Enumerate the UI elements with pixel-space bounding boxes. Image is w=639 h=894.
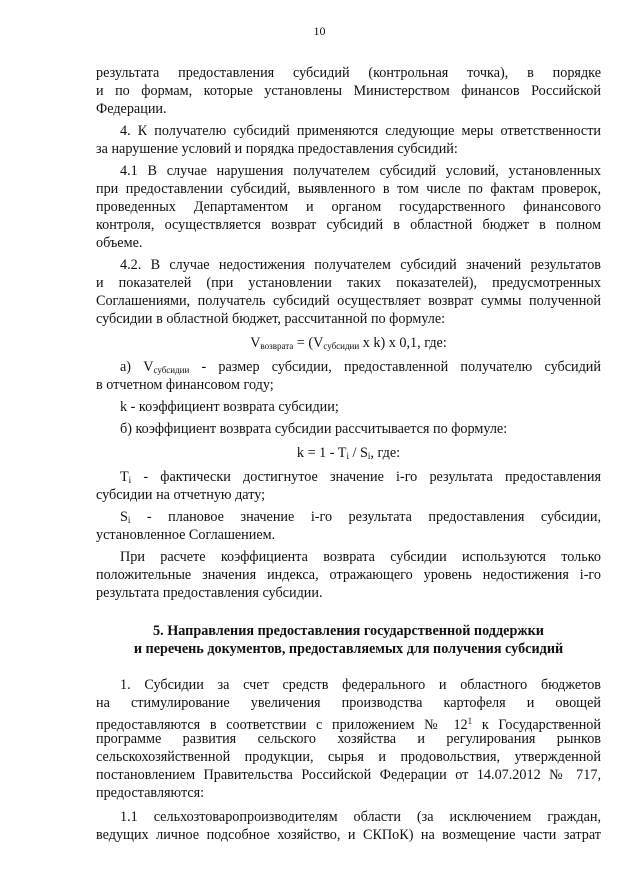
text-line: предоставляются:: [96, 785, 205, 801]
section-heading: 5. Направления предоставления государственной поддержки: [153, 623, 544, 639]
text-line: 4. К получателю субсидий применяются следующие меры ответственности: [120, 123, 601, 139]
text-line: сельскохозяйственной продукции, сырья и продовольствия, утвержденной: [96, 749, 601, 765]
text-line: в отчетном финансовом году;: [96, 377, 274, 393]
text-line: 1.1 сельхозтоваропроизводителям области (за исключением граждан,: [120, 809, 601, 825]
section-heading: и перечень документов, предоставляемых для получения субсидий: [133, 641, 564, 657]
text-line: ведущих личное подсобное хозяйство, и СКПоК) на возмещение части затрат: [96, 827, 601, 843]
text-line: постановлением Правительства Российской Федерации от 14.07.2012 № 717,: [96, 767, 601, 783]
text-line: результата предоставления субсидий (контрольная точка), в порядке: [96, 65, 601, 81]
page-number: 10: [313, 24, 326, 38]
text-line: установленное Соглашением.: [96, 527, 276, 543]
text-line: б) коэффициент возврата субсидии рассчитывается по формуле:: [120, 421, 508, 437]
text-line: и показателей (при установлении таких показателей), предусмотренных: [96, 275, 601, 291]
text-line: программе развития сельского хозяйства и регулирования рынков: [96, 731, 601, 747]
text-line: объеме.: [96, 235, 143, 251]
text-line: положительные значения индекса, отражающего уровень недостижения i-го: [96, 567, 601, 583]
text-line: 1. Субсидии за счет средств федерального и областного бюджетов: [120, 677, 601, 693]
text-line: контроля, осуществляется возврат субсидий в областной бюджет в полном: [96, 217, 601, 233]
formula-k: $k = 1 - T_i / S_i$, где:: [296, 445, 401, 461]
text-line: и по формам, которые установлены Министерством финансов Российской: [96, 83, 601, 99]
text-line: а) $V_{субсидии}$ - размер субсидии, предоставленной получателю субсидий: [120, 359, 601, 375]
text-line: 4.2. В случае недостижения получателем субсидий значений результатов: [120, 257, 601, 273]
text-line: Федерации.: [96, 101, 167, 117]
text-line: $T_i$ - фактически достигнутое значение i-го результата предоставления: [120, 469, 601, 485]
formula-v: $V_{возврата} = (V_{субсидии}$ x k) x 0,1, где:: [250, 335, 447, 351]
text-line: Соглашениями, получатель субсидий осуществляет возврат суммы полученной: [96, 293, 601, 309]
text-line: при предоставлении субсидий, выявленного в том числе по фактам проверок,: [96, 181, 601, 197]
text-line: предоставляются в соответствии с приложением № $12^1$ к Государственной: [96, 716, 601, 733]
text-line: на стимулирование увеличения производства картофеля и овощей: [96, 695, 601, 711]
text-line: за нарушение условий и порядка предоставления субсидий:: [96, 141, 458, 157]
text-line: субсидии на отчетную дату;: [96, 487, 266, 503]
text-line: проведенных Департаментом и органом государственного финансового: [96, 199, 601, 215]
text-line: субсидии в областной бюджет, рассчитанной по формуле:: [96, 311, 446, 327]
text-line: k - коэффициент возврата субсидии;: [120, 399, 339, 415]
text-line: $S_i$ - плановое значение i-го результата предоставления субсидии,: [120, 509, 601, 525]
text-line: результата предоставления субсидии.: [96, 585, 323, 601]
text-line: При расчете коэффициента возврата субсидии используются только: [120, 549, 601, 565]
text-line: 4.1 В случае нарушения получателем субсидий условий, установленных: [120, 163, 601, 179]
